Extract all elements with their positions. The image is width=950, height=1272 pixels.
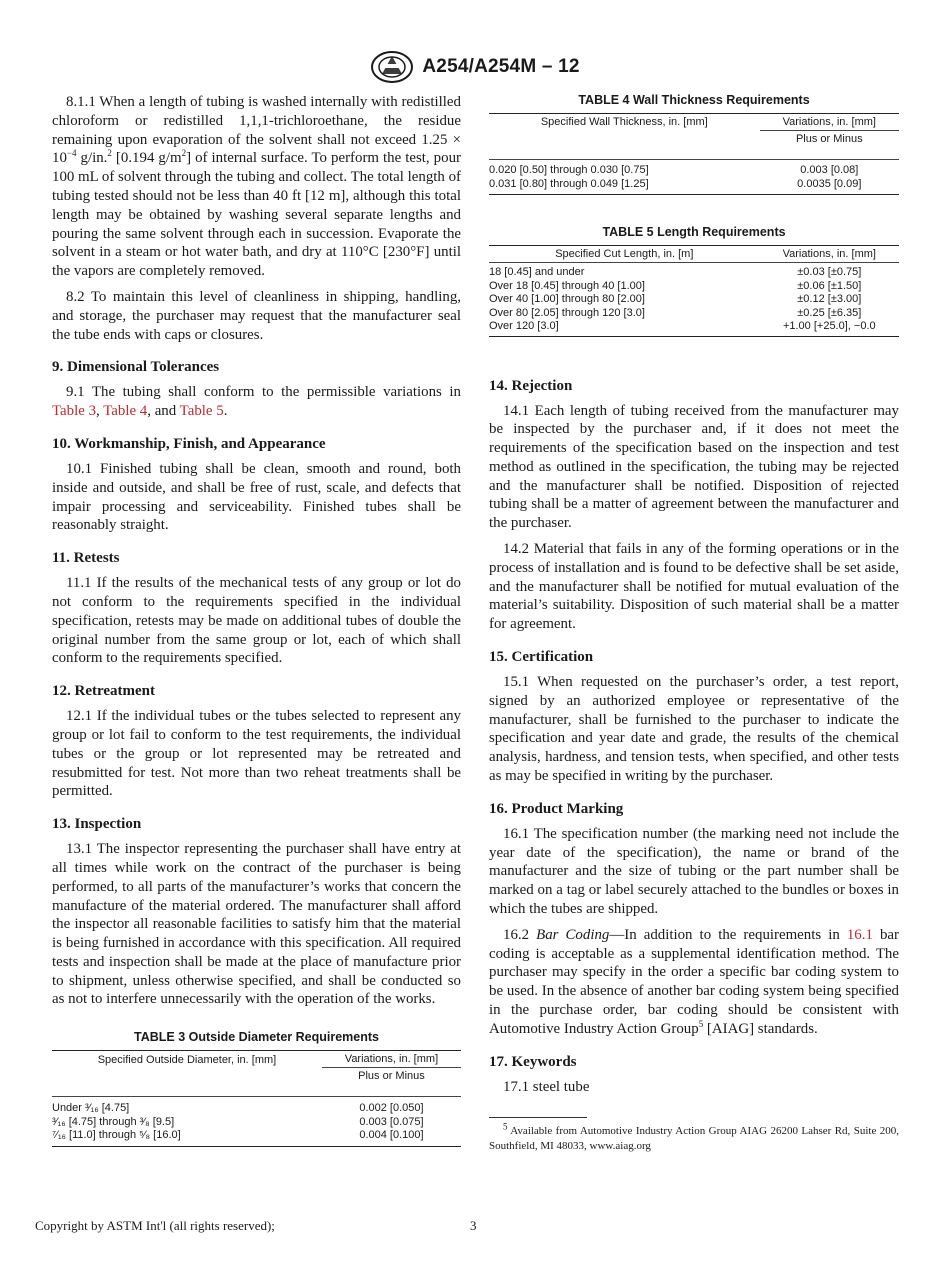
table-3-col2-header: Variations, in. [mm] — [322, 1051, 461, 1068]
table-row: ⁷⁄₁₆ [11.0] through ⁵⁄₈ [16.0] — [52, 1129, 181, 1142]
table-cell: 0.0035 [0.09] — [797, 177, 862, 190]
paragraph-16-1: 16.1 The specification number (the marking need not include the year date of the specification), the name or brand of the manufacturer and the size of tubing or the part number shall be marked on a tag or label securely attached to the bundles or boxes in which the tubes are shipped. — [489, 825, 899, 918]
copyright-footer: Copyright by ASTM Int'l (all rights reserved); — [35, 1218, 275, 1233]
section-16-1-link[interactable]: 16.1 — [846, 926, 873, 943]
table-5-col1-header: Specified Cut Length, in. [m] — [555, 248, 694, 260]
section-12-heading: 12. Retreatment — [52, 683, 156, 700]
section-15-heading: 15. Certification — [489, 649, 594, 666]
paragraph-8-2: 8.2 To maintain this level of cleanliness in shipping, handling, and storage, the purchaser may request that the manufacturer seal the tube ends with caps or closures. — [52, 288, 461, 343]
section-17-heading: 17. Keywords — [489, 1053, 577, 1070]
table-row: Over 120 [3.0] — [489, 320, 559, 332]
page-number: 3 — [470, 1218, 477, 1233]
table-cell: ±0.03 [±0.75] — [797, 266, 862, 278]
paragraph-12-1: 12.1 If the individual tubes or the tubes selected to represent any group or lot fail to conform to the test requirements, the individual tubes or the group or lot represented may be retreated and resubmitted for test. Not more than two reheat treatments shall be permitted. — [52, 708, 461, 800]
footnote-5: $^5$ Available from Automotive Industry Action Group AIAG 26200 Lahser Rd, Suite 200, Southfield, MI 48033, www.aiag.org — [489, 1121, 899, 1153]
paragraph-8-1-1: 8.1.1 When a length of tubing is washed internally with redistilled chloroform or redistilled 1,1,1-trichloroethane, the residue remaining upon evaporation of the solvent shall not exceed $1.25 \times 10^{-4}$ g/in.$^2$ [0.194 $g/m^2$] of internal surface. To perform the test, pour 100 mL of solvent through the tubing and collect. The total length of tubing tested should not be less than 40 ft [12 m], although this total length may be obtained by washing several separate lengths and pouring the same solvent through each in succession. Evaporate the solvent in a steam or hot water bath, and dry at 110°C [230°F] until the vapors are completely removed. — [52, 94, 461, 280]
table-4-link[interactable]: Table 4 — [103, 403, 148, 420]
table-row: Over 40 [1.00] through 80 [2.00] — [489, 293, 645, 305]
document-designation: A254/A254M – 12 — [422, 56, 580, 77]
section-13-heading: 13. Inspection — [52, 816, 142, 833]
table-row: Over 18 [0.45] through 40 [1.00] — [489, 279, 645, 292]
table-row: Over 80 [2.05] through 120 [3.0] — [489, 306, 645, 319]
right-column — [489, 93, 899, 1154]
paragraph-16-2: 16.2 Bar Coding—In addition to the requirements in 16.1 bar coding is acceptable as a supplemental identification method. The purchaser may specify in the order a specific bar coding system to be used. In the absence of another bar coding system being specified in the purchase order, bar coding should be consistent with Automotive Industry Action Group$^5$ [AIAG] standards. — [489, 926, 899, 1037]
table-4-col2-header: Variations, in. [mm] — [760, 114, 899, 131]
table-row: ³⁄₁₆ [4.75] through ³⁄₈ [9.5] — [52, 1115, 175, 1128]
astm-logo-icon — [370, 50, 414, 84]
paragraph-14-1: 14.1 Each length of tubing received from the manufacturer may be inspected by the purchaser and, if it does not meet the requirements of the specification based on the inspection and test method as outlined in the specification, the tubing may be rejected and the manufacturer shall be notified. Disposition of rejected tubing shall be a matter of agreement between the manufacturer and the purchaser. — [489, 402, 899, 532]
left-column — [52, 93, 461, 1147]
table-4-col1-header: Specified Wall Thickness, in. [mm] — [540, 116, 708, 129]
table-5 — [489, 245, 899, 337]
table-row: 0.020 [0.50] through 0.030 [0.75] — [489, 164, 649, 176]
paragraph-15-1: 15.1 When requested on the purchaser’s order, a test report, signed by an authorized employee or representative of the manufacturer, shall be furnished to the purchaser to indicate the specification and year date and grade, the results of the chemical analysis, hardness, and tension tests, when specified, and other tests as may be specified in writing by the purchaser. — [489, 674, 899, 785]
paragraph-10-1: 10.1 Finished tubing shall be clean, smooth and round, both inside and outside, and shall be free of rust, scale, and defects that impair processing and serviceability. Finished tubes shall be reasonably straight. — [52, 460, 461, 534]
section-11-heading: 11. Retests — [52, 550, 120, 567]
paragraph-13-1: 13.1 The inspector representing the purchaser shall have entry at all times while work on the contract of the purchaser is being performed, to all parts of the manufacturer’s works that concern the manufacture of the material ordered. The manufacturer shall afford the inspector all reasonable facilities to satisfy him that the material is being furnished in accordance with this specification. All required tests and inspection shall be made at the place of manufacture prior to shipment, unless otherwise specified, and shall be conducted so as not to interfere unnecessarily with the operation of the works. — [52, 841, 461, 1008]
table-3-link[interactable]: Table 3 — [52, 403, 97, 420]
table-3 — [52, 1050, 461, 1147]
table-5-link[interactable]: Table 5 — [179, 403, 224, 420]
table-cell: ±0.25 [±6.35] — [797, 306, 862, 319]
table-cell: 0.002 [0.050] — [359, 1102, 424, 1115]
table-cell: 0.004 [0.100] — [359, 1129, 424, 1142]
section-16-heading: 16. Product Marking — [489, 800, 624, 817]
table-4 — [489, 113, 899, 195]
table-row: 0.031 [0.80] through 0.049 [1.25] — [489, 177, 649, 190]
table-5-col2-header: Variations, in. [mm] — [782, 248, 876, 260]
footnote-divider — [489, 1117, 587, 1118]
table-3-caption: TABLE 3 Outside Diameter Requirements — [134, 1030, 379, 1045]
section-14-heading: 14. Rejection — [489, 377, 573, 394]
table-3-subheader: Plus or Minus — [358, 1070, 425, 1083]
table-cell: +1.00 [+25.0], −0.0 — [782, 320, 876, 332]
table-4-caption: TABLE 4 Wall Thickness Requirements — [578, 93, 810, 107]
table-cell: ±0.12 [±3.00] — [797, 293, 862, 305]
paragraph-9-1: 9.1 The tubing shall conform to the permissible variations in Table 3, Table 4, and Table 5. — [52, 384, 461, 420]
paragraph-17-1: 17.1 steel tube — [503, 1078, 590, 1095]
table-cell: 0.003 [0.075] — [359, 1115, 424, 1128]
table-5-caption: TABLE 5 Length Requirements — [602, 225, 786, 239]
table-cell: ±0.06 [±1.50] — [797, 279, 862, 292]
table-4-subheader: Plus or Minus — [795, 133, 863, 145]
section-10-heading: 10. Workmanship, Finish, and Appearance — [52, 435, 326, 452]
paragraph-11-1: 11.1 If the results of the mechanical tests of any group or lot do not conform to the requirements specified in the individual specification, retests may be made on additional tubes of double the original number from the same group or lot, each of which shall conform to the requirements specified. — [52, 575, 461, 667]
table-row: Under ³⁄₁₆ [4.75] — [52, 1102, 130, 1115]
table-row: 18 [0.45] and under — [489, 266, 585, 278]
paragraph-14-2: 14.2 Material that fails in any of the forming operations or in the process of installation and is found to be defective shall be set aside, and the manufacturer shall be notified for mutual evaluation of the material’s suitability. Disposition of such material shall be a matter for agreement. — [489, 541, 899, 633]
section-9-heading: 9. Dimensional Tolerances — [52, 359, 220, 376]
page-header — [0, 50, 950, 86]
table-cell: 0.003 [0.08] — [800, 164, 859, 176]
table-3-col1-header: Specified Outside Diameter, in. [mm] — [97, 1053, 277, 1066]
